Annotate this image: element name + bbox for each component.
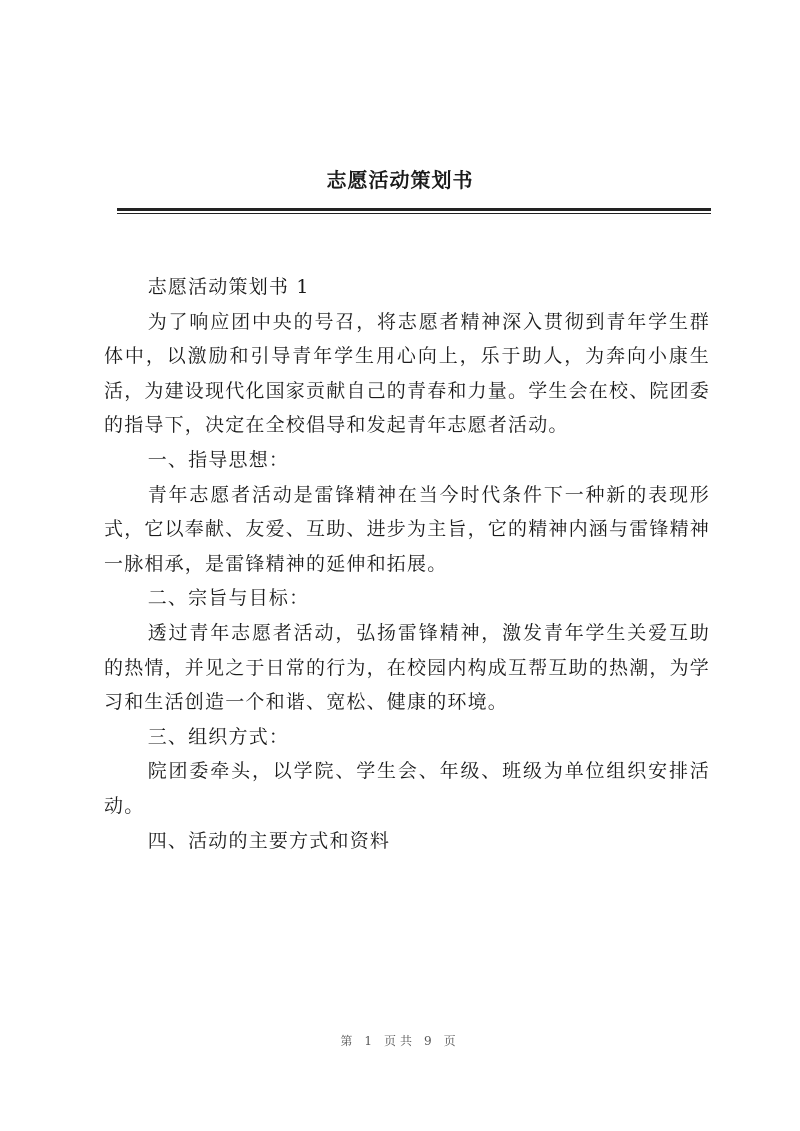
current-page-number: 1 <box>364 1034 376 1048</box>
paragraph-guiding-ideology: 青年志愿者活动是雷锋精神在当今时代条件下一种新的表现形式，它以奉献、友爱、互助、进步为主旨，它的精神内涵与雷锋精神一脉相承，是雷锋精神的延伸和拓展。 <box>104 483 711 575</box>
intro-paragraph: 为了响应团中央的号召，将志愿者精神深入贯彻到青年学生群体中，以激励和引导青年学生用心向上，乐于助人，为奔向小康生活，为建设现代化国家贡献自己的青春和力量。学生会在校、院团委的指导下，决定在全校倡导和发起青年志愿者活动。 <box>104 310 711 437</box>
page-suffix: 页 <box>443 1034 460 1048</box>
heading-guiding-ideology: 一、指导思想： <box>147 448 290 471</box>
paragraph-organization: 院团委牵头，以学院、学生会、年级、班级为单位组织安排活动。 <box>104 760 710 817</box>
heading-organization: 三、组织方式： <box>147 725 290 748</box>
document-body <box>104 270 710 858</box>
section-title: 志愿活动策划书 1 <box>147 276 310 298</box>
heading-purpose-goals: 二、宗旨与目标： <box>147 587 310 610</box>
paragraph-purpose-goals: 透过青年志愿者活动，弘扬雷锋精神，激发青年学生关爱互助的热情，并见之于日常的行为，在校园内构成互帮互助的热潮，为学习和生活创造一个和谐、宽松、健康的环境。 <box>104 621 711 714</box>
heading-activity-methods: 四、活动的主要方式和资料 <box>147 829 391 852</box>
page-footer <box>0 1032 800 1049</box>
total-pages-number: 9 <box>424 1034 436 1048</box>
page-prefix: 第 <box>340 1034 357 1048</box>
title-rule-thick <box>117 208 711 211</box>
document-title: 志愿活动策划书 <box>326 168 474 192</box>
title-rule-thin <box>117 213 711 214</box>
page-middle-text: 页共 <box>383 1034 416 1048</box>
